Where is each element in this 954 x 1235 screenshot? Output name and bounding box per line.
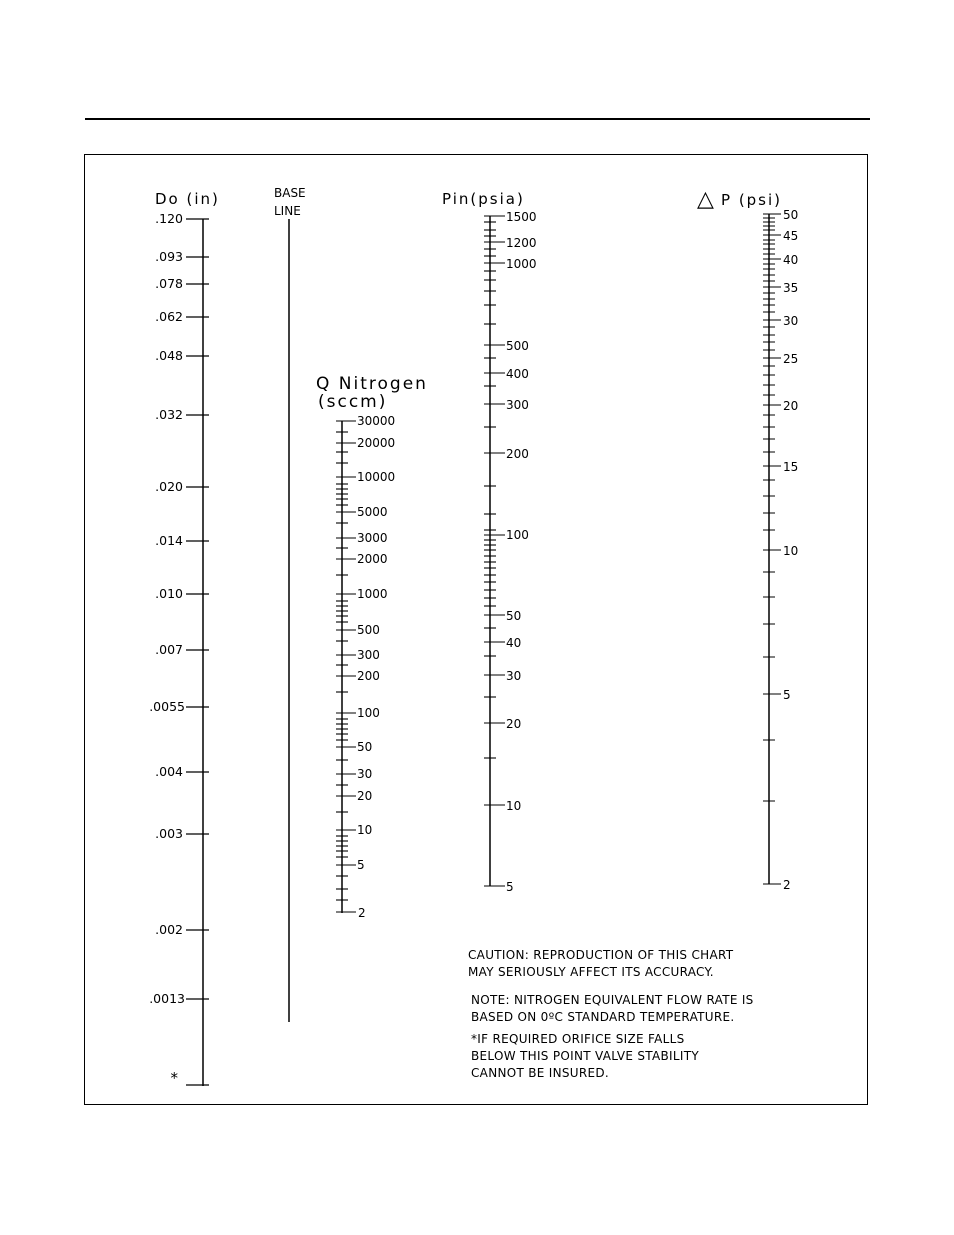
pin-tick-label: 1500 [506, 210, 537, 224]
base-line [274, 186, 306, 1022]
q-nitrogen-tick-label: 200 [357, 669, 380, 683]
delta-p-tick-label: 5 [783, 688, 791, 702]
orifice-size-note: CANNOT BE INSURED. [471, 1066, 610, 1080]
q-nitrogen-tick-label: 10000 [357, 470, 396, 484]
pin-tick-label: 100 [506, 528, 529, 542]
q-nitrogen-tick-label: 100 [357, 706, 380, 720]
do-tick-label: .002 [155, 922, 183, 937]
do-tick-label: .093 [155, 249, 183, 264]
do-scale [149, 190, 220, 1087]
do-tick-label: * [170, 1069, 178, 1087]
delta-p-tick-label: 35 [783, 281, 799, 295]
q-nitrogen-tick-label: 5000 [357, 505, 388, 519]
delta-p-tick-label: 20 [783, 399, 799, 413]
do-scale-ticks [186, 219, 209, 1085]
delta-p-tick-label: 30 [783, 314, 799, 328]
q-nitrogen-tick-label: 10 [357, 823, 373, 837]
delta-p-tick-label: 2 [783, 878, 791, 892]
delta-p-tick-label: 25 [783, 352, 799, 366]
do-tick-label: .010 [155, 586, 183, 601]
caution-note: CAUTION: REPRODUCTION OF THIS CHART [468, 948, 734, 962]
q-nitrogen-tick-label: 300 [357, 648, 380, 662]
q-nitrogen-ticks [336, 421, 356, 912]
q-nitrogen-tick-label: 20 [357, 789, 373, 803]
delta-p-title: P (psi) [721, 191, 783, 209]
pin-tick-label: 1200 [506, 236, 537, 250]
q-nitrogen-scale [316, 374, 428, 920]
pin-tick-label: 300 [506, 398, 529, 412]
do-tick-label: .0013 [149, 991, 185, 1006]
q-nitrogen-tick-label: 500 [357, 623, 380, 637]
q-nitrogen-tick-label: 1000 [357, 587, 388, 601]
pin-tick-label: 20 [506, 717, 522, 731]
pin-tick-label: 400 [506, 367, 529, 381]
do-tick-label: .032 [155, 407, 183, 422]
pin-tick-label: 1000 [506, 257, 537, 271]
pin-tick-label: 40 [506, 636, 522, 650]
q-nitrogen-tick-label: 2000 [357, 552, 388, 566]
q-nitrogen-title: (sccm) [318, 392, 388, 412]
do-tick-label: .0055 [149, 699, 185, 714]
q-nitrogen-title: Q Nitrogen [316, 374, 428, 394]
do-tick-label: .004 [155, 764, 183, 779]
pin-scale-labels [506, 210, 537, 894]
q-nitrogen-tick-label: 20000 [357, 436, 396, 450]
do-scale-labels [149, 211, 185, 1087]
pin-tick-label: 5 [506, 880, 514, 894]
do-tick-label: .062 [155, 309, 183, 324]
q-nitrogen-tick-label: 5 [357, 858, 365, 872]
pin-tick-label: 30 [506, 669, 522, 683]
do-scale-title: Do (in) [155, 190, 220, 208]
q-nitrogen-tick-label: 2 [358, 906, 366, 920]
q-nitrogen-tick-label: 3000 [357, 531, 388, 545]
do-tick-label: .014 [155, 533, 183, 548]
caution-note: MAY SERIOUSLY AFFECT ITS ACCURACY. [468, 965, 714, 979]
delta-p-tick-label: 10 [783, 544, 799, 558]
delta-p-tick-label: 15 [783, 460, 799, 474]
do-tick-label: .020 [155, 479, 183, 494]
pin-tick-label: 10 [506, 799, 522, 813]
delta-icon: △ [697, 187, 714, 212]
pin-scale [442, 190, 537, 894]
delta-p-tick-label: 50 [783, 208, 799, 222]
pin-tick-label: 200 [506, 447, 529, 461]
delta-p-scale [697, 187, 798, 892]
orifice-size-note: BELOW THIS POINT VALVE STABILITY [471, 1049, 699, 1063]
q-nitrogen-tick-label: 30000 [357, 414, 396, 428]
pin-scale-ticks [484, 216, 505, 886]
flow-rate-note: NOTE: NITROGEN EQUIVALENT FLOW RATE IS [471, 993, 754, 1007]
chart-notes [468, 948, 754, 1080]
q-nitrogen-tick-label: 50 [357, 740, 373, 754]
flow-rate-note: BASED ON 0ºC STANDARD TEMPERATURE. [471, 1010, 735, 1024]
do-tick-label: .048 [155, 348, 183, 363]
delta-p-tick-label: 40 [783, 253, 799, 267]
pin-scale-title: Pin(psia) [442, 190, 525, 208]
do-tick-label: .007 [155, 642, 183, 657]
base-line-title: LINE [274, 204, 301, 218]
do-tick-label: .120 [155, 211, 183, 226]
delta-p-tick-label: 45 [783, 229, 799, 243]
delta-p-labels [783, 208, 798, 892]
do-tick-label: .078 [155, 276, 183, 291]
pin-tick-label: 500 [506, 339, 529, 353]
pin-tick-label: 50 [506, 609, 522, 623]
do-tick-label: .003 [155, 826, 183, 841]
base-line-title: BASE [274, 186, 306, 200]
q-nitrogen-labels [357, 414, 395, 920]
q-nitrogen-tick-label: 30 [357, 767, 373, 781]
orifice-size-note: *IF REQUIRED ORIFICE SIZE FALLS [471, 1032, 685, 1046]
delta-p-ticks [763, 214, 781, 884]
